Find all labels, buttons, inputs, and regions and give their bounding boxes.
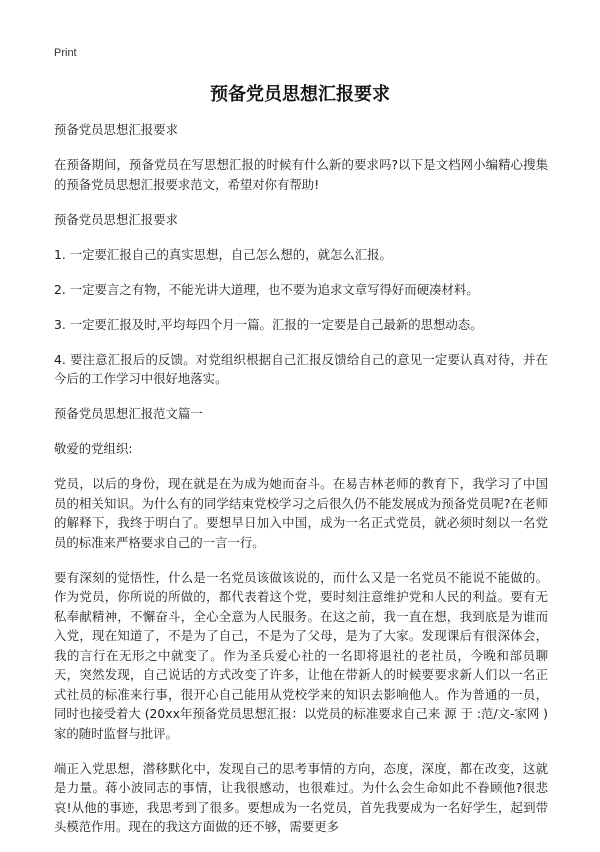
page-title: 预备党员思想汇报要求 (210, 84, 390, 105)
list-item: 2. 一定要言之有物，不能光讲大道理，也不要为追求文章写得好而硬凑材料。 (54, 281, 479, 297)
section-heading: 预备党员思想汇报要求 (54, 122, 178, 137)
section-heading: 预备党员思想汇报要求 (54, 211, 178, 227)
body-paragraph: 端正入党思想，潜移默化中，发现自己的思考事情的方向，态度，深度，都在改变，这就是力量。蒋小波同志的事情，让我很感动，也很难过。为什么会生命如此不眷顾他?很悲哀!从他的事迹，我思考到了很多。要想成为一名党员，首先我要成为一名好学生，起到带头模范作用。现在的我这方面做的还不够，需要更多 (54, 760, 548, 834)
body-paragraph: 党员，以后的身份，现在就是在为成为她而奋斗。在易吉林老师的教育下，我学习了中国员的相关知识。为什么有的同学结束党校学习之后很久仍不能发展成为预备党员呢?在老师的解释下，我终于明白了。要想早日加入中国，成为一名正式党员，就必须时刻以一名党员的标准来严格要求自己的一言一行。 (54, 476, 548, 550)
section-heading: 预备党员思想汇报范文篇一 (54, 406, 203, 421)
print-link[interactable]: Print (54, 47, 77, 59)
salutation: 敬爱的党组织: (54, 441, 133, 456)
list-item: 4. 要注意汇报后的反馈。对党组织根据自己汇报反馈给自己的意见一定要认真对待，并在今后的工作学习中很好地落实。 (54, 351, 548, 386)
body-paragraph: 要有深刻的觉悟性，什么是一名党员该做该说的，而什么又是一名党员不能说不能做的。作为党员，你所说的所做的，都代表着这个党，要时刻注意维护党和人民的利益。要有无私奉献精神，不懈奋斗，全心全意为人民服务。在这之前，我一直在想，我到底是为谁而入党，现在知道了，不是为了自己，不是为了父母，是为了大家。发现课后有很深体会，我的言行在无形之中就变了。作为圣兵爱心社的一名即将退社的老社员，今晚和部员聊天，突然发现，自己说话的方式改变了许多，让他在带新人的时候要要求新人们以一名正式社员的标准来行事，很开心自己能用从党校学来的知识去影响他人。作为普通的一员，同时也接受着大 (20xx年预备党员思想汇报：以党员的标准要求自己来 源 于 :范/文-家网 ) 家的随时监督与批评。 (54, 569, 548, 741)
list-item: 3. 一定要汇报及时,平均每四个月一篇。汇报的一定要是自己最新的思想动态。 (54, 316, 483, 332)
intro-paragraph: 在预备期间，预备党员在写思想汇报的时候有什么新的要求吗?以下是文档网小编精心搜集的预备党员思想汇报要求范文，希望对你有帮助! (54, 157, 548, 192)
list-item: 1. 一定要汇报自己的真实思想，自己怎么想的，就怎么汇报。 (54, 246, 392, 262)
document-body (54, 120, 548, 852)
